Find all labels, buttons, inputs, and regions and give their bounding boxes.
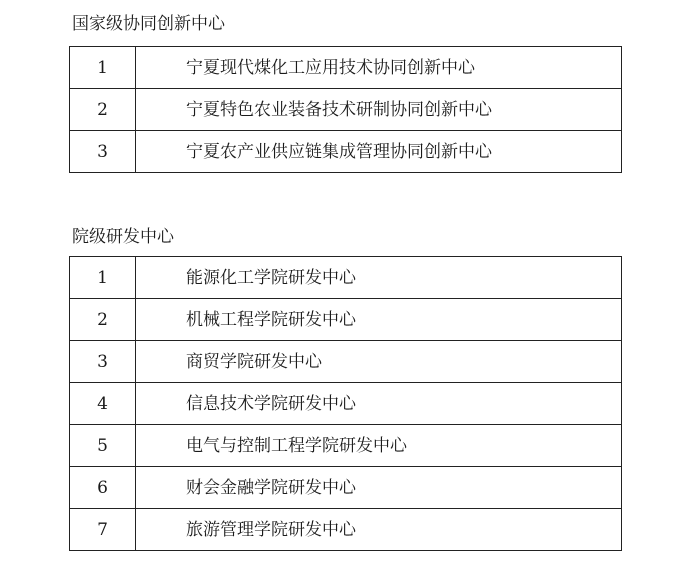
table-row — [70, 383, 622, 425]
row-number: 1 — [70, 47, 136, 89]
row-number: 2 — [70, 89, 136, 131]
row-number: 2 — [70, 299, 136, 341]
center-name: 宁夏特色农业装备技术研制协同创新中心 — [136, 89, 622, 131]
college-centers-table — [69, 256, 622, 551]
table-row — [70, 47, 622, 89]
table-row — [70, 341, 622, 383]
center-name: 旅游管理学院研发中心 — [136, 509, 622, 551]
section-title-college: 院级研发中心 — [72, 227, 174, 247]
center-name: 宁夏农产业供应链集成管理协同创新中心 — [136, 131, 622, 173]
row-number: 4 — [70, 383, 136, 425]
center-name: 电气与控制工程学院研发中心 — [136, 425, 622, 467]
center-name: 机械工程学院研发中心 — [136, 299, 622, 341]
row-number: 1 — [70, 257, 136, 299]
row-number: 5 — [70, 425, 136, 467]
center-name: 财会金融学院研发中心 — [136, 467, 622, 509]
row-number: 7 — [70, 509, 136, 551]
center-name: 能源化工学院研发中心 — [136, 257, 622, 299]
row-number: 6 — [70, 467, 136, 509]
section-title-national: 国家级协同创新中心 — [72, 14, 225, 34]
center-name: 宁夏现代煤化工应用技术协同创新中心 — [136, 47, 622, 89]
center-name: 商贸学院研发中心 — [136, 341, 622, 383]
center-name: 信息技术学院研发中心 — [136, 383, 622, 425]
table-row — [70, 509, 622, 551]
table-row — [70, 89, 622, 131]
table-row — [70, 425, 622, 467]
row-number: 3 — [70, 341, 136, 383]
national-centers-table — [69, 46, 622, 173]
table-row — [70, 257, 622, 299]
row-number: 3 — [70, 131, 136, 173]
table-row — [70, 131, 622, 173]
table-row — [70, 467, 622, 509]
table-row — [70, 299, 622, 341]
